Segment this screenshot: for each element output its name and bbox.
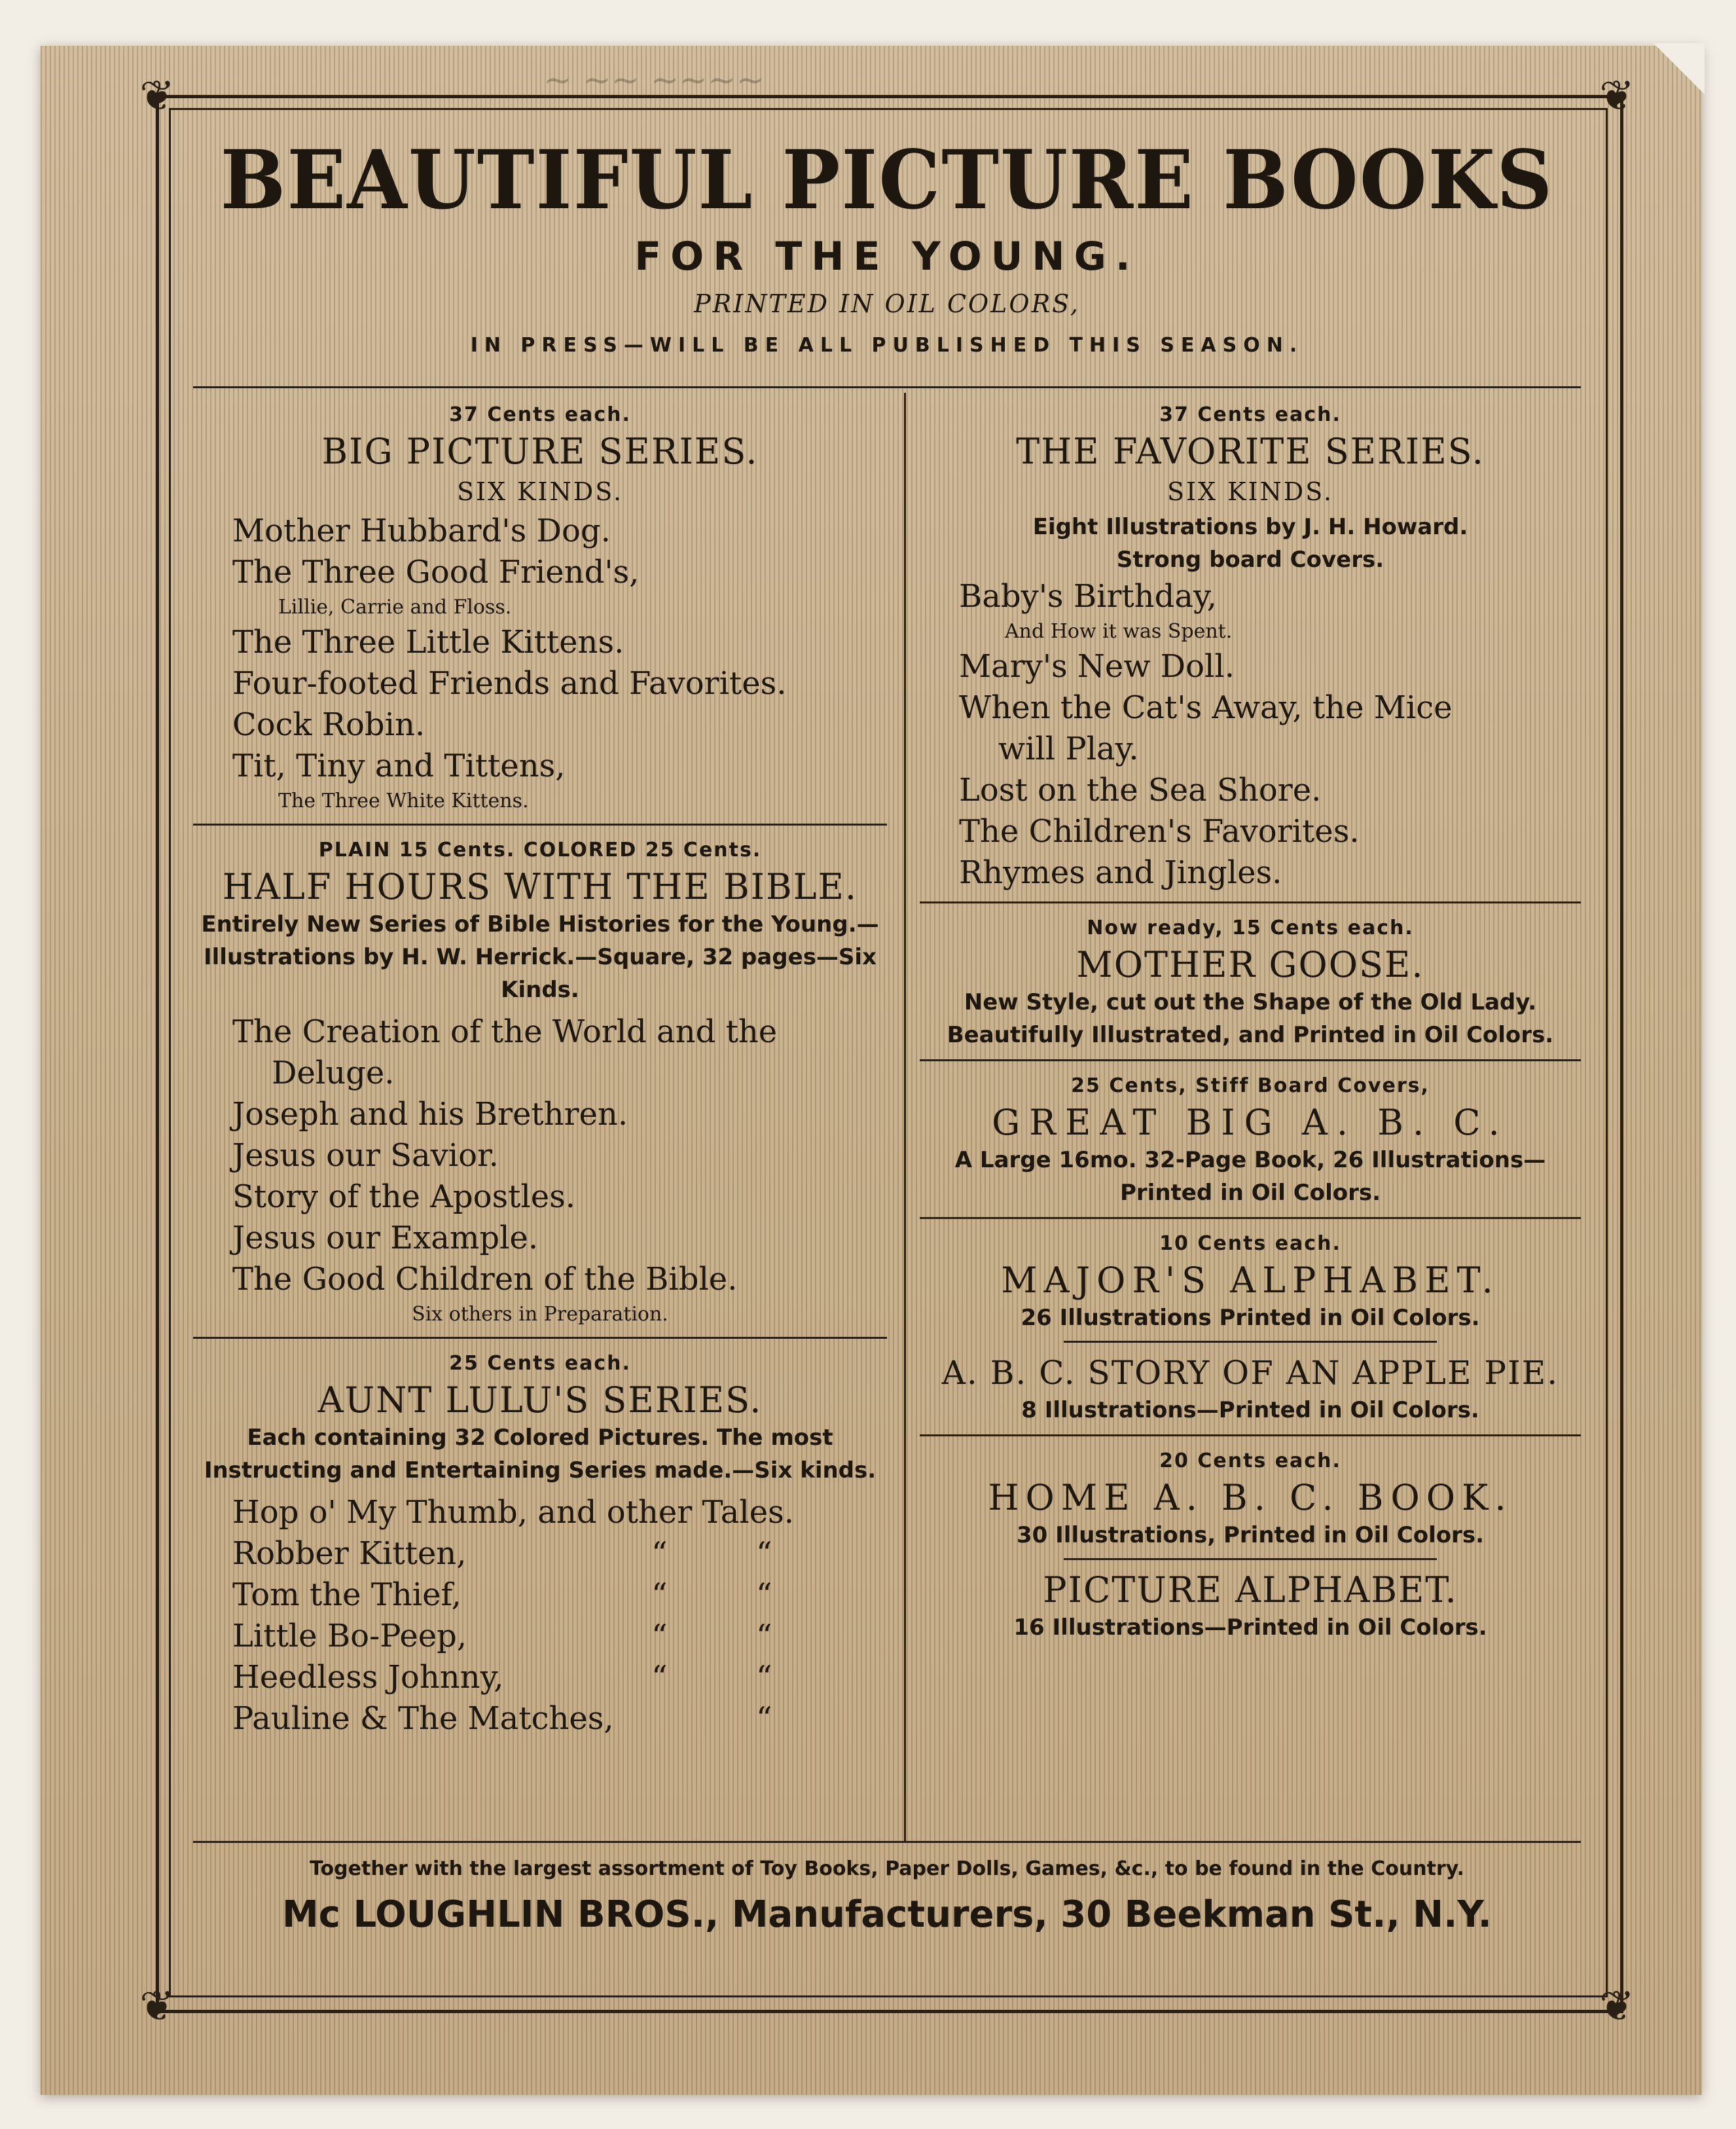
ditto-mark: “: [756, 1700, 772, 1737]
favorite-section: [920, 399, 1581, 894]
book-title: Joseph and his Brethren.: [232, 1096, 628, 1133]
series-title: THE FAVORITE SERIES.: [1016, 431, 1485, 472]
home-abc-section: [920, 1446, 1581, 1644]
book-title: The Three Little Kittens.: [232, 624, 624, 661]
page-title: BEAUTIFUL PICTURE BOOKS: [220, 132, 1554, 228]
book-subtitle: Lillie, Carrie and Floss.: [278, 596, 512, 619]
publisher-imprint: Mc LOUGHLIN BROS., Manufacturers, 30 Beekman St., N.Y.: [282, 1893, 1492, 1936]
price: 37 Cents each.: [1159, 403, 1341, 426]
series-title: AUNT LULU'S SERIES.: [317, 1379, 763, 1421]
book-row: [193, 1657, 887, 1698]
aunt-lulu-section: [193, 1348, 887, 1739]
book-row: [193, 1616, 887, 1657]
ditto-mark: “: [756, 1659, 772, 1696]
kinds-note: SIX KINDS.: [1166, 477, 1334, 506]
mother-goose-section: [920, 913, 1581, 1051]
book-title: When the Cat's Away, the Mice: [959, 689, 1453, 726]
top-rule: [193, 386, 1581, 388]
in-press-note: IN PRESS—WILL BE ALL PUBLISHED THIS SEASON.: [470, 334, 1304, 357]
price: 25 Cents, Stiff Board Covers,: [1071, 1074, 1430, 1097]
preparation-note: Six others in Preparation.: [412, 1303, 668, 1326]
price: 25 Cents each.: [449, 1352, 631, 1375]
book-title-continued: Deluge.: [272, 1055, 395, 1091]
series-description: A Large 16mo. 32-Page Book, 26 Illustrations—Printed in Oil Colors.: [954, 1147, 1546, 1206]
great-big-abc-section: [920, 1070, 1581, 1209]
book-title: Story of the Apostles.: [232, 1178, 576, 1215]
series-description: 8 Illustrations—Printed in Oil Colors.: [1021, 1397, 1479, 1423]
series-description: 16 Illustrations—Printed in Oil Colors.: [1013, 1614, 1487, 1641]
book-title: The Good Children of the Bible.: [232, 1261, 738, 1298]
series-title: HALF HOURS WITH THE BIBLE.: [222, 866, 858, 907]
book-title: Jesus our Savior.: [232, 1137, 499, 1174]
series-title: MOTHER GOOSE.: [1076, 944, 1424, 985]
price: Now ready, 15 Cents each.: [1087, 917, 1414, 939]
book-title: Tom the Thief,: [232, 1576, 461, 1613]
book-title: Tit, Tiny and Tittens,: [232, 748, 566, 784]
series-description: Entirely New Series of Bible Histories for the Young.—Illustrations by H. W. Herrick.—Square, 32 pages—Six Kinds.: [201, 911, 879, 1003]
series-description: Strong board Covers.: [1116, 547, 1384, 573]
series-description: 30 Illustrations, Printed in Oil Colors.: [1017, 1522, 1484, 1548]
left-column: [193, 399, 887, 1739]
book-title: Mother Hubbard's Dog.: [232, 513, 611, 549]
book-row: [193, 1574, 887, 1616]
corner-ornament-bottom-right: ❦: [1599, 1982, 1635, 2031]
section-rule: [193, 1337, 887, 1339]
section-rule: [920, 1217, 1581, 1219]
book-title: Lost on the Sea Shore.: [959, 772, 1322, 809]
ditto-mark: “: [756, 1618, 772, 1654]
price: 10 Cents each.: [1159, 1232, 1341, 1255]
book-title: Robber Kitten,: [232, 1535, 467, 1572]
corner-ornament-top-left: ❦: [139, 72, 175, 120]
series-title: A. B. C. STORY OF AN APPLE PIE.: [941, 1354, 1559, 1392]
ditto-mark: “: [651, 1576, 668, 1613]
book-title: Baby's Birthday,: [959, 578, 1217, 615]
column-divider: [904, 393, 906, 1841]
book-row: [193, 1533, 887, 1574]
book-subtitle: The Three White Kittens.: [278, 790, 529, 812]
series-title: MAJOR'S ALPHABET.: [1001, 1260, 1500, 1301]
book-title: The Three Good Friend's,: [232, 554, 640, 591]
section-rule: [920, 1059, 1581, 1061]
book-title: Hop o' My Thumb, and other Tales.: [232, 1494, 794, 1531]
series-title: BIG PICTURE SERIES.: [321, 431, 759, 472]
section-rule: [920, 901, 1581, 903]
ditto-mark: “: [651, 1618, 668, 1654]
book-title: The Creation of the World and the: [232, 1013, 778, 1050]
big-picture-section: [193, 399, 887, 816]
series-title: PICTURE ALPHABET.: [1043, 1569, 1458, 1610]
section-rule: [920, 1434, 1581, 1436]
price: 20 Cents each.: [1159, 1449, 1341, 1472]
book-title-continued: will Play.: [998, 731, 1139, 767]
series-description: 26 Illustrations Printed in Oil Colors.: [1021, 1305, 1480, 1331]
book-title: Four-footed Friends and Favorites.: [232, 665, 787, 702]
series-description: Eight Illustrations by J. H. Howard.: [1032, 514, 1468, 540]
advertisement: [193, 131, 1581, 1977]
book-title: The Children's Favorites.: [959, 813, 1360, 850]
kinds-note: SIX KINDS.: [456, 477, 624, 506]
handwritten-inscription: ~ ~~ ~~~~: [543, 61, 765, 100]
right-column: [920, 399, 1581, 1644]
book-title: Pauline & The Matches,: [232, 1700, 614, 1737]
book-title: Mary's New Doll.: [959, 648, 1235, 685]
short-rule: [1064, 1341, 1437, 1343]
bible-section: [193, 835, 887, 1329]
book-title: Cock Robin.: [232, 706, 425, 743]
section-rule: [193, 824, 887, 826]
series-description: New Style, cut out the Shape of the Old Lady. Beautifully Illustrated, and Printed in Oil Colors.: [947, 989, 1554, 1048]
page-subtitle: FOR THE YOUNG.: [634, 234, 1140, 280]
book-row: [193, 1698, 887, 1739]
book-title: Heedless Johnny,: [232, 1659, 504, 1696]
book-title: Little Bo-Peep,: [232, 1618, 467, 1654]
corner-ornament-top-right: ❦: [1599, 72, 1635, 120]
series-title: HOME A. B. C. BOOK.: [988, 1477, 1513, 1518]
ditto-mark: “: [756, 1535, 772, 1572]
ditto-mark: “: [651, 1659, 668, 1696]
price: PLAIN 15 Cents. COLORED 25 Cents.: [318, 839, 762, 862]
short-rule: [1064, 1558, 1437, 1560]
ditto-mark: “: [756, 1576, 772, 1613]
series-description: Each containing 32 Colored Pictures. The most Instructing and Entertaining Series made.—Six kinds.: [204, 1425, 877, 1483]
ditto-mark: “: [651, 1535, 668, 1572]
corner-ornament-bottom-left: ❦: [139, 1982, 175, 2031]
book-title: Jesus our Example.: [232, 1220, 539, 1256]
series-title: GREAT BIG A. B. C.: [992, 1102, 1509, 1143]
book-title: Rhymes and Jingles.: [959, 854, 1282, 891]
major-alphabet-section: [920, 1228, 1581, 1427]
book-subtitle: And How it was Spent.: [1005, 620, 1233, 643]
price: 37 Cents each.: [449, 403, 631, 426]
bottom-rule: [193, 1841, 1581, 1843]
printed-note: PRINTED IN OIL COLORS,: [694, 289, 1080, 318]
assortment-note: Together with the largest assortment of Toy Books, Paper Dolls, Games, &c., to be found in the Country.: [310, 1857, 1464, 1880]
